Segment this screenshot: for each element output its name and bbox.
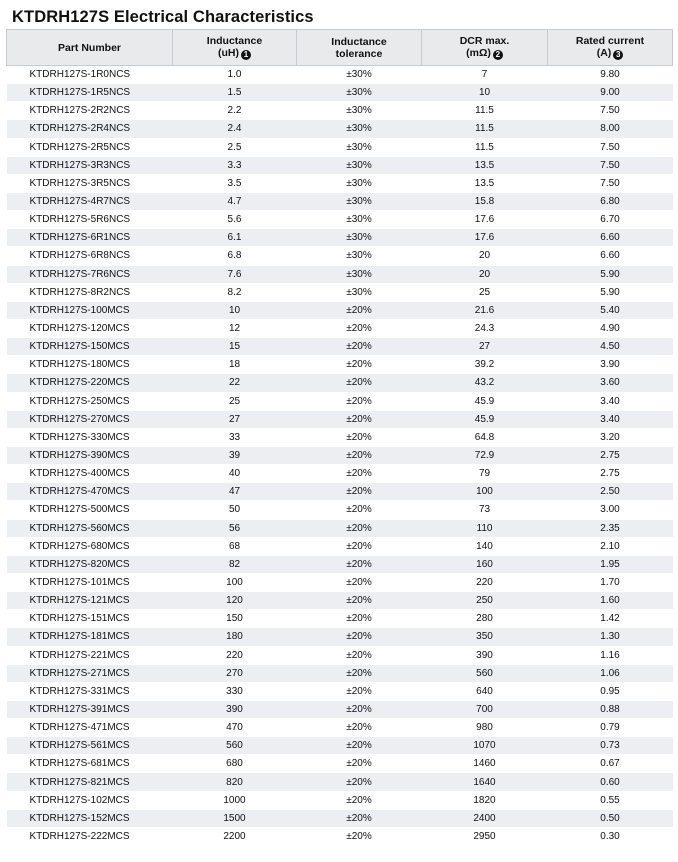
dcr-cell: 45.9 (422, 392, 548, 410)
header-rated-current-line1: Rated current (575, 35, 645, 47)
dcr-cell: 11.5 (422, 102, 548, 120)
page-title: KTDRH127S Electrical Characteristics (12, 8, 314, 26)
dcr-cell: 15.8 (422, 192, 548, 210)
inductance-cell: 270 (173, 664, 297, 682)
dcr-cell: 2950 (422, 827, 548, 845)
tolerance-cell: ±20% (297, 664, 422, 682)
rated-current-cell: 9.80 (548, 66, 673, 84)
table-row (7, 628, 673, 646)
header-inductance-line1: Inductance (206, 35, 263, 47)
dcr-cell: 13.5 (422, 156, 548, 174)
part-number-cell: KTDRH127S-220MCS (7, 374, 173, 392)
dcr-cell: 2400 (422, 809, 548, 827)
part-number-cell: KTDRH127S-2R5NCS (7, 138, 173, 156)
inductance-cell: 40 (173, 465, 297, 483)
note-1-icon: 1 (241, 50, 251, 60)
header-row (7, 30, 673, 66)
table-row (7, 555, 673, 573)
tolerance-cell: ±30% (297, 265, 422, 283)
rated-current-cell: 1.30 (548, 628, 673, 646)
inductance-cell: 1.5 (173, 84, 297, 102)
table-row (7, 374, 673, 392)
rated-current-cell: 5.40 (548, 301, 673, 319)
dcr-cell: 390 (422, 646, 548, 664)
inductance-cell: 100 (173, 573, 297, 591)
part-number-cell: KTDRH127S-7R6NCS (7, 265, 173, 283)
rated-current-cell: 6.60 (548, 247, 673, 265)
part-number-cell: KTDRH127S-331MCS (7, 682, 173, 700)
header-tolerance-line1: Inductance (331, 35, 387, 48)
table-row (7, 283, 673, 301)
table-row (7, 664, 673, 682)
note-3-icon: 3 (613, 50, 623, 60)
part-number-cell: KTDRH127S-5R6NCS (7, 211, 173, 229)
rated-current-cell: 4.50 (548, 338, 673, 356)
table-row (7, 501, 673, 519)
rated-current-cell: 9.00 (548, 84, 673, 102)
table-row (7, 737, 673, 755)
table-row (7, 138, 673, 156)
tolerance-cell: ±30% (297, 211, 422, 229)
rated-current-cell: 3.40 (548, 392, 673, 410)
dcr-cell: 72.9 (422, 446, 548, 464)
part-number-cell: KTDRH127S-121MCS (7, 592, 173, 610)
tolerance-cell: ±20% (297, 773, 422, 791)
table-row (7, 319, 673, 337)
inductance-cell: 50 (173, 501, 297, 519)
inductance-cell: 820 (173, 773, 297, 791)
dcr-cell: 79 (422, 465, 548, 483)
part-number-cell: KTDRH127S-8R2NCS (7, 283, 173, 301)
table-body (7, 66, 673, 846)
tolerance-cell: ±20% (297, 791, 422, 809)
rated-current-cell: 0.67 (548, 755, 673, 773)
part-number-cell: KTDRH127S-1R5NCS (7, 84, 173, 102)
tolerance-cell: ±30% (297, 120, 422, 138)
dcr-cell: 13.5 (422, 174, 548, 192)
part-number-cell: KTDRH127S-4R7NCS (7, 192, 173, 210)
table-row (7, 537, 673, 555)
table-row (7, 229, 673, 247)
rated-current-cell: 0.88 (548, 700, 673, 718)
part-number-cell: KTDRH127S-400MCS (7, 465, 173, 483)
inductance-cell: 680 (173, 755, 297, 773)
table-row (7, 465, 673, 483)
dcr-cell: 350 (422, 628, 548, 646)
rated-current-cell: 7.50 (548, 156, 673, 174)
rated-current-cell: 4.90 (548, 319, 673, 337)
tolerance-cell: ±20% (297, 809, 422, 827)
rated-current-cell: 1.70 (548, 573, 673, 591)
table-row (7, 682, 673, 700)
inductance-cell: 2.5 (173, 138, 297, 156)
table-row (7, 592, 673, 610)
tolerance-cell: ±20% (297, 501, 422, 519)
tolerance-cell: ±30% (297, 102, 422, 120)
table-row (7, 483, 673, 501)
inductance-cell: 12 (173, 319, 297, 337)
part-number-cell: KTDRH127S-6R1NCS (7, 229, 173, 247)
dcr-cell: 140 (422, 537, 548, 555)
inductance-cell: 6.1 (173, 229, 297, 247)
rated-current-cell: 6.70 (548, 211, 673, 229)
dcr-cell: 73 (422, 501, 548, 519)
table-row (7, 773, 673, 791)
inductance-cell: 6.8 (173, 247, 297, 265)
tolerance-cell: ±30% (297, 66, 422, 84)
rated-current-cell: 7.50 (548, 102, 673, 120)
rated-current-cell: 0.30 (548, 827, 673, 845)
tolerance-cell: ±30% (297, 283, 422, 301)
part-number-cell: KTDRH127S-2R2NCS (7, 102, 173, 120)
tolerance-cell: ±20% (297, 628, 422, 646)
inductance-cell: 39 (173, 446, 297, 464)
inductance-cell: 2200 (173, 827, 297, 845)
dcr-cell: 10 (422, 84, 548, 102)
part-number-cell: KTDRH127S-120MCS (7, 319, 173, 337)
part-number-cell: KTDRH127S-330MCS (7, 428, 173, 446)
part-number-cell: KTDRH127S-150MCS (7, 338, 173, 356)
table-row (7, 338, 673, 356)
table-row (7, 446, 673, 464)
inductance-cell: 4.7 (173, 192, 297, 210)
dcr-cell: 640 (422, 682, 548, 700)
table-row (7, 392, 673, 410)
table-row (7, 410, 673, 428)
tolerance-cell: ±30% (297, 156, 422, 174)
table-header (7, 30, 673, 66)
inductance-cell: 8.2 (173, 283, 297, 301)
dcr-cell: 250 (422, 592, 548, 610)
part-number-cell: KTDRH127S-222MCS (7, 827, 173, 845)
table-row (7, 573, 673, 591)
part-number-cell: KTDRH127S-6R8NCS (7, 247, 173, 265)
tolerance-cell: ±20% (297, 319, 422, 337)
tolerance-cell: ±30% (297, 192, 422, 210)
tolerance-cell: ±20% (297, 719, 422, 737)
inductance-cell: 390 (173, 700, 297, 718)
part-number-cell: KTDRH127S-391MCS (7, 700, 173, 718)
table-row (7, 156, 673, 174)
inductance-cell: 10 (173, 301, 297, 319)
rated-current-cell: 1.06 (548, 664, 673, 682)
rated-current-cell: 0.79 (548, 719, 673, 737)
inductance-cell: 2.4 (173, 120, 297, 138)
rated-current-cell: 1.95 (548, 555, 673, 573)
header-rated-current-line2: (A) (596, 47, 612, 59)
rated-current-cell: 3.90 (548, 356, 673, 374)
dcr-cell: 7 (422, 66, 548, 84)
rated-current-cell: 7.50 (548, 138, 673, 156)
dcr-cell: 11.5 (422, 120, 548, 138)
rated-current-cell: 0.55 (548, 791, 673, 809)
dcr-cell: 11.5 (422, 138, 548, 156)
inductance-cell: 33 (173, 428, 297, 446)
part-number-cell: KTDRH127S-2R4NCS (7, 120, 173, 138)
part-number-cell: KTDRH127S-681MCS (7, 755, 173, 773)
inductance-cell: 5.6 (173, 211, 297, 229)
part-number-cell: KTDRH127S-560MCS (7, 519, 173, 537)
rated-current-cell: 5.90 (548, 283, 673, 301)
tolerance-cell: ±20% (297, 338, 422, 356)
dcr-cell: 700 (422, 700, 548, 718)
header-inductance (173, 30, 297, 66)
header-tolerance-line2: tolerance (335, 47, 383, 60)
dcr-cell: 220 (422, 573, 548, 591)
tolerance-cell: ±30% (297, 229, 422, 247)
dcr-cell: 17.6 (422, 229, 548, 247)
rated-current-cell: 2.75 (548, 465, 673, 483)
table-row (7, 102, 673, 120)
dcr-cell: 17.6 (422, 211, 548, 229)
tolerance-cell: ±20% (297, 356, 422, 374)
tolerance-cell: ±30% (297, 138, 422, 156)
tolerance-cell: ±20% (297, 592, 422, 610)
table-row (7, 646, 673, 664)
table-row (7, 247, 673, 265)
part-number-cell: KTDRH127S-151MCS (7, 610, 173, 628)
dcr-cell: 100 (422, 483, 548, 501)
rated-current-cell: 2.10 (548, 537, 673, 555)
table-row (7, 610, 673, 628)
rated-current-cell: 3.20 (548, 428, 673, 446)
table-row (7, 700, 673, 718)
rated-current-cell: 2.35 (548, 519, 673, 537)
table-row (7, 174, 673, 192)
part-number-cell: KTDRH127S-470MCS (7, 483, 173, 501)
rated-current-cell: 5.90 (548, 265, 673, 283)
part-number-cell: KTDRH127S-3R5NCS (7, 174, 173, 192)
rated-current-cell: 6.80 (548, 192, 673, 210)
inductance-cell: 27 (173, 410, 297, 428)
tolerance-cell: ±20% (297, 446, 422, 464)
table-row (7, 519, 673, 537)
part-number-cell: KTDRH127S-270MCS (7, 410, 173, 428)
table-row (7, 265, 673, 283)
rated-current-cell: 8.00 (548, 120, 673, 138)
rated-current-cell: 0.60 (548, 773, 673, 791)
inductance-cell: 560 (173, 737, 297, 755)
part-number-cell: KTDRH127S-390MCS (7, 446, 173, 464)
part-number-cell: KTDRH127S-250MCS (7, 392, 173, 410)
inductance-cell: 330 (173, 682, 297, 700)
part-number-cell: KTDRH127S-181MCS (7, 628, 173, 646)
dcr-cell: 43.2 (422, 374, 548, 392)
inductance-cell: 56 (173, 519, 297, 537)
part-number-cell: KTDRH127S-471MCS (7, 719, 173, 737)
dcr-cell: 20 (422, 247, 548, 265)
table-row (7, 301, 673, 319)
tolerance-cell: ±20% (297, 555, 422, 573)
dcr-cell: 27 (422, 338, 548, 356)
rated-current-cell: 1.42 (548, 610, 673, 628)
dcr-cell: 21.6 (422, 301, 548, 319)
inductance-cell: 220 (173, 646, 297, 664)
tolerance-cell: ±20% (297, 428, 422, 446)
tolerance-cell: ±20% (297, 700, 422, 718)
tolerance-cell: ±30% (297, 247, 422, 265)
dcr-cell: 110 (422, 519, 548, 537)
header-tolerance (297, 30, 422, 66)
tolerance-cell: ±20% (297, 465, 422, 483)
table-row (7, 84, 673, 102)
dcr-cell: 20 (422, 265, 548, 283)
part-number-cell: KTDRH127S-180MCS (7, 356, 173, 374)
tolerance-cell: ±30% (297, 174, 422, 192)
inductance-cell: 120 (173, 592, 297, 610)
dcr-cell: 560 (422, 664, 548, 682)
table-row (7, 827, 673, 845)
tolerance-cell: ±20% (297, 519, 422, 537)
inductance-cell: 150 (173, 610, 297, 628)
part-number-cell: KTDRH127S-152MCS (7, 809, 173, 827)
table-row (7, 791, 673, 809)
tolerance-cell: ±20% (297, 827, 422, 845)
inductance-cell: 1000 (173, 791, 297, 809)
dcr-cell: 160 (422, 555, 548, 573)
inductance-cell: 47 (173, 483, 297, 501)
part-number-cell: KTDRH127S-101MCS (7, 573, 173, 591)
inductance-cell: 25 (173, 392, 297, 410)
header-dcr (422, 30, 548, 66)
part-number-cell: KTDRH127S-1R0NCS (7, 66, 173, 84)
rated-current-cell: 0.95 (548, 682, 673, 700)
dcr-cell: 280 (422, 610, 548, 628)
inductance-cell: 1500 (173, 809, 297, 827)
dcr-cell: 25 (422, 283, 548, 301)
rated-current-cell: 2.50 (548, 483, 673, 501)
header-dcr-line1: DCR max. (459, 35, 510, 47)
table-row (7, 192, 673, 210)
tolerance-cell: ±20% (297, 737, 422, 755)
dcr-cell: 39.2 (422, 356, 548, 374)
inductance-cell: 3.3 (173, 156, 297, 174)
inductance-cell: 82 (173, 555, 297, 573)
inductance-cell: 180 (173, 628, 297, 646)
table-row (7, 755, 673, 773)
table-row (7, 211, 673, 229)
rated-current-cell: 0.50 (548, 809, 673, 827)
part-number-cell: KTDRH127S-561MCS (7, 737, 173, 755)
tolerance-cell: ±20% (297, 573, 422, 591)
tolerance-cell: ±20% (297, 483, 422, 501)
rated-current-cell: 7.50 (548, 174, 673, 192)
inductance-cell: 18 (173, 356, 297, 374)
dcr-cell: 1070 (422, 737, 548, 755)
dcr-cell: 1820 (422, 791, 548, 809)
rated-current-cell: 3.00 (548, 501, 673, 519)
tolerance-cell: ±30% (297, 84, 422, 102)
part-number-cell: KTDRH127S-221MCS (7, 646, 173, 664)
dcr-cell: 45.9 (422, 410, 548, 428)
tolerance-cell: ±20% (297, 410, 422, 428)
inductance-cell: 2.2 (173, 102, 297, 120)
tolerance-cell: ±20% (297, 755, 422, 773)
part-number-cell: KTDRH127S-820MCS (7, 555, 173, 573)
tolerance-cell: ±20% (297, 301, 422, 319)
inductance-cell: 1.0 (173, 66, 297, 84)
part-number-cell: KTDRH127S-100MCS (7, 301, 173, 319)
inductance-cell: 68 (173, 537, 297, 555)
rated-current-cell: 2.75 (548, 446, 673, 464)
table-row (7, 809, 673, 827)
inductance-cell: 22 (173, 374, 297, 392)
part-number-cell: KTDRH127S-271MCS (7, 664, 173, 682)
dcr-cell: 64.8 (422, 428, 548, 446)
inductance-cell: 3.5 (173, 174, 297, 192)
part-number-cell: KTDRH127S-3R3NCS (7, 156, 173, 174)
header-part-number-label: Part Number (57, 41, 121, 54)
part-number-cell: KTDRH127S-500MCS (7, 501, 173, 519)
tolerance-cell: ±20% (297, 610, 422, 628)
table-row (7, 719, 673, 737)
table-row (7, 66, 673, 84)
rated-current-cell: 6.60 (548, 229, 673, 247)
rated-current-cell: 1.16 (548, 646, 673, 664)
note-2-icon: 2 (493, 50, 503, 60)
dcr-cell: 1640 (422, 773, 548, 791)
table-row (7, 120, 673, 138)
part-number-cell: KTDRH127S-680MCS (7, 537, 173, 555)
part-number-cell: KTDRH127S-821MCS (7, 773, 173, 791)
table-row (7, 356, 673, 374)
header-dcr-line2: (mΩ) (466, 47, 491, 59)
rated-current-cell: 0.73 (548, 737, 673, 755)
tolerance-cell: ±20% (297, 374, 422, 392)
inductance-cell: 7.6 (173, 265, 297, 283)
tolerance-cell: ±20% (297, 646, 422, 664)
dcr-cell: 24.3 (422, 319, 548, 337)
electrical-characteristics-table (6, 29, 673, 846)
inductance-cell: 470 (173, 719, 297, 737)
inductance-cell: 15 (173, 338, 297, 356)
header-part-number (7, 30, 173, 66)
dcr-cell: 1460 (422, 755, 548, 773)
tolerance-cell: ±20% (297, 537, 422, 555)
rated-current-cell: 1.60 (548, 592, 673, 610)
table-row (7, 428, 673, 446)
rated-current-cell: 3.60 (548, 374, 673, 392)
tolerance-cell: ±20% (297, 682, 422, 700)
header-inductance-line2: (uH) (218, 47, 239, 59)
part-number-cell: KTDRH127S-102MCS (7, 791, 173, 809)
header-rated-current (548, 30, 673, 66)
dcr-cell: 980 (422, 719, 548, 737)
rated-current-cell: 3.40 (548, 410, 673, 428)
tolerance-cell: ±20% (297, 392, 422, 410)
